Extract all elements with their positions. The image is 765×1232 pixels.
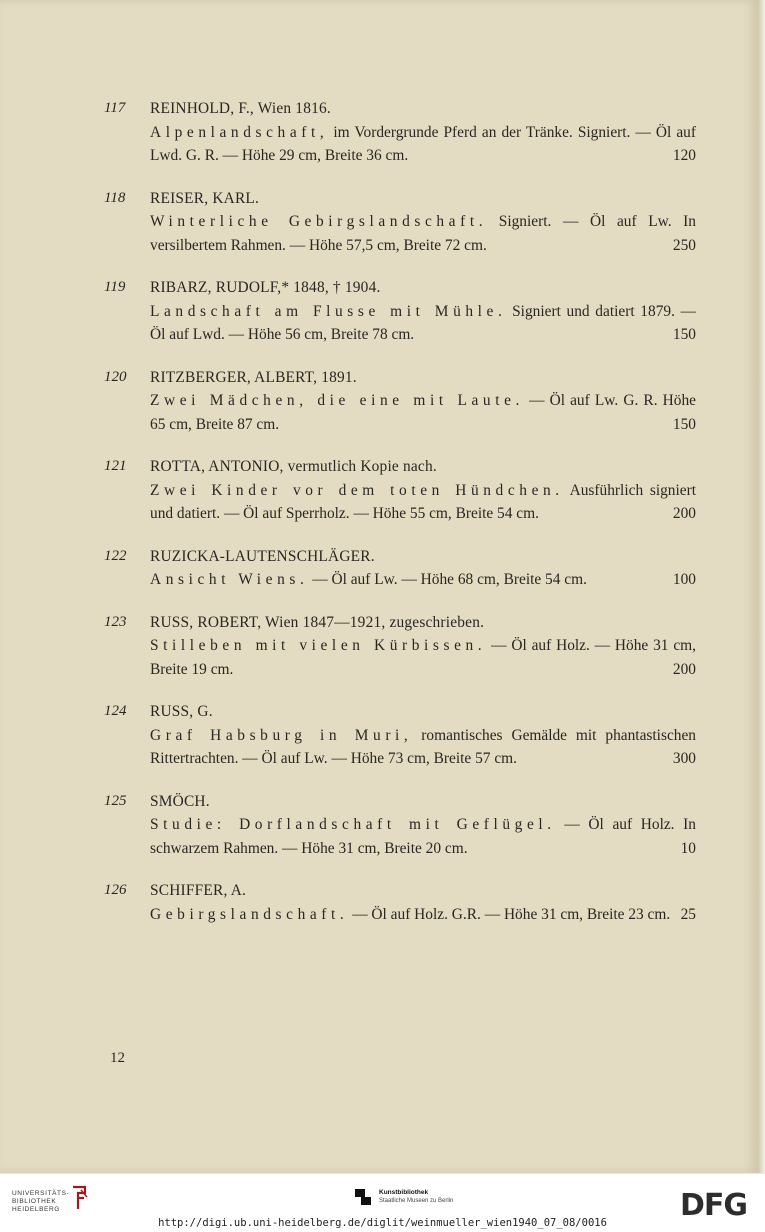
work-title: Gebirgslandschaft. — [150, 905, 349, 923]
page-edge — [758, 0, 765, 1173]
price: 300 — [672, 750, 696, 767]
catalogue-entry — [104, 545, 696, 592]
catalogue-entries — [104, 97, 696, 945]
work-title: Graf Habsburg in Muri, — [150, 726, 413, 744]
work-description: — Öl auf Holz. — Höhe 31 cm, Breite 19 cm. — [150, 637, 696, 678]
kunstbibliothek-logo[interactable] — [352, 1186, 453, 1208]
catalogue-entry — [104, 455, 696, 526]
price: 150 — [672, 415, 696, 433]
price: 100 — [672, 571, 696, 588]
catalogue-entry — [104, 276, 696, 347]
work-description: Signiert und datiert 1879. — Öl auf Lwd. — Höhe 56 cm, Breite 78 cm. — [150, 302, 697, 343]
uni-label-line: HEIDELBERG — [12, 1206, 60, 1213]
work-description: — Öl auf Lw. — Höhe 68 cm, Breite 54 cm. — [308, 571, 587, 588]
artist-title: REISER, KARL. — [150, 189, 260, 207]
work-title: Alpenlandschaft, — [150, 123, 329, 141]
lot-number: 126 — [104, 882, 127, 898]
lot-number: 123 — [104, 613, 127, 630]
artist-title: RUSS, ROBERT, Wien 1847—1921, zugeschrieben. — [150, 613, 485, 631]
price: 200 — [672, 505, 696, 522]
work-description: im Vordergrunde Pferd an der Tränke. Signiert. — Öl auf Lwd. G. R. — Höhe 29 cm, Breite 36 cm. — [150, 123, 696, 164]
price: 250 — [672, 236, 696, 254]
university-library-label[interactable] — [12, 1190, 69, 1214]
lot-number: 117 — [104, 100, 126, 116]
artist-title: RUSS, G. — [150, 703, 213, 720]
work-description: romantisches Gemälde mit phantastischen Rittertrachten. — Öl auf Lw. — Höhe 73 cm, Breite 57 cm. — [150, 726, 697, 767]
catalogue-entry — [104, 187, 696, 258]
work-title: Studie: Dorflandschaft mit Geflügel. — [150, 816, 556, 833]
price: 200 — [672, 660, 696, 678]
page-number: 12 — [110, 1050, 125, 1066]
kunstbibliothek-mark-icon — [352, 1186, 374, 1208]
kunstbibliothek-subtitle: Staatliche Museen zu Berlin — [379, 1198, 454, 1204]
lot-number: 124 — [104, 703, 127, 719]
lot-number: 119 — [104, 279, 126, 295]
catalogue-entry — [104, 790, 696, 861]
university-logo-icon[interactable] — [70, 1185, 90, 1211]
work-description: — Öl auf Holz. G.R. — Höhe 31 cm, Breite 23 cm. — [348, 905, 671, 923]
lot-number: 120 — [104, 368, 127, 385]
price: 120 — [672, 147, 696, 164]
artist-title: ROTTA, ANTONIO, vermutlich Kopie nach. — [150, 458, 437, 475]
artist-title: SMÖCH. — [150, 792, 210, 810]
source-url[interactable]: http://digi.ub.uni-heidelberg.de/diglit/weinmueller_wien1940_07_08/0016 — [158, 1217, 607, 1229]
digitization-footer — [0, 1173, 765, 1232]
dfg-logo[interactable]: DFG — [680, 1188, 748, 1223]
artist-title: REINHOLD, F., Wien 1816. — [150, 100, 331, 117]
catalogue-entry — [104, 700, 696, 771]
work-title: Ansicht Wiens. — [150, 571, 309, 588]
lot-number: 121 — [104, 458, 127, 474]
work-title: Landschaft am Flusse mit Mühle. — [150, 302, 507, 320]
uni-label-line: BIBLIOTHEK — [12, 1198, 57, 1205]
work-title: Zwei Kinder vor dem toten Hündchen. — [150, 481, 564, 499]
catalogue-entry — [104, 97, 696, 168]
work-title: Stilleben mit vielen Kürbissen. — [150, 637, 487, 654]
uni-label-line: UNIVERSITÄTS- — [12, 1190, 70, 1197]
lot-number: 118 — [104, 189, 126, 206]
price: 10 — [680, 839, 696, 857]
artist-title: RIBARZ, RUDOLF,* 1848, † 1904. — [150, 279, 381, 296]
work-title: Winterliche Gebirgslandschaft. — [150, 213, 488, 230]
work-description: Signiert. — Öl auf Lw. In versilbertem Rahmen. — Höhe 57,5 cm, Breite 72 cm. — [150, 213, 696, 254]
work-title: Zwei Mädchen, die eine mit Laute. — [150, 392, 524, 409]
lot-number: 122 — [104, 547, 127, 564]
artist-title: RUZICKA-LAUTENSCHLÄGER. — [150, 547, 375, 565]
lot-number: 125 — [104, 792, 127, 809]
kunstbibliothek-title: Kunstbibliothek — [379, 1189, 429, 1196]
work-description: — Öl auf Lw. G. R. Höhe 65 cm, Breite 87 cm. — [150, 392, 696, 433]
catalogue-entry — [104, 366, 696, 437]
artist-title: SCHIFFER, A. — [150, 882, 247, 899]
work-description: — Öl auf Holz. In schwarzem Rahmen. — Höhe 31 cm, Breite 20 cm. — [150, 816, 696, 857]
price: 25 — [680, 905, 696, 923]
catalogue-entry — [104, 611, 696, 682]
price: 150 — [672, 326, 696, 343]
work-description: Ausführlich signiert und datiert. — Öl auf Sperrholz. — Höhe 55 cm, Breite 54 cm. — [150, 481, 696, 522]
artist-title: RITZBERGER, ALBERT, 1891. — [150, 368, 357, 386]
catalogue-entry — [104, 879, 696, 926]
